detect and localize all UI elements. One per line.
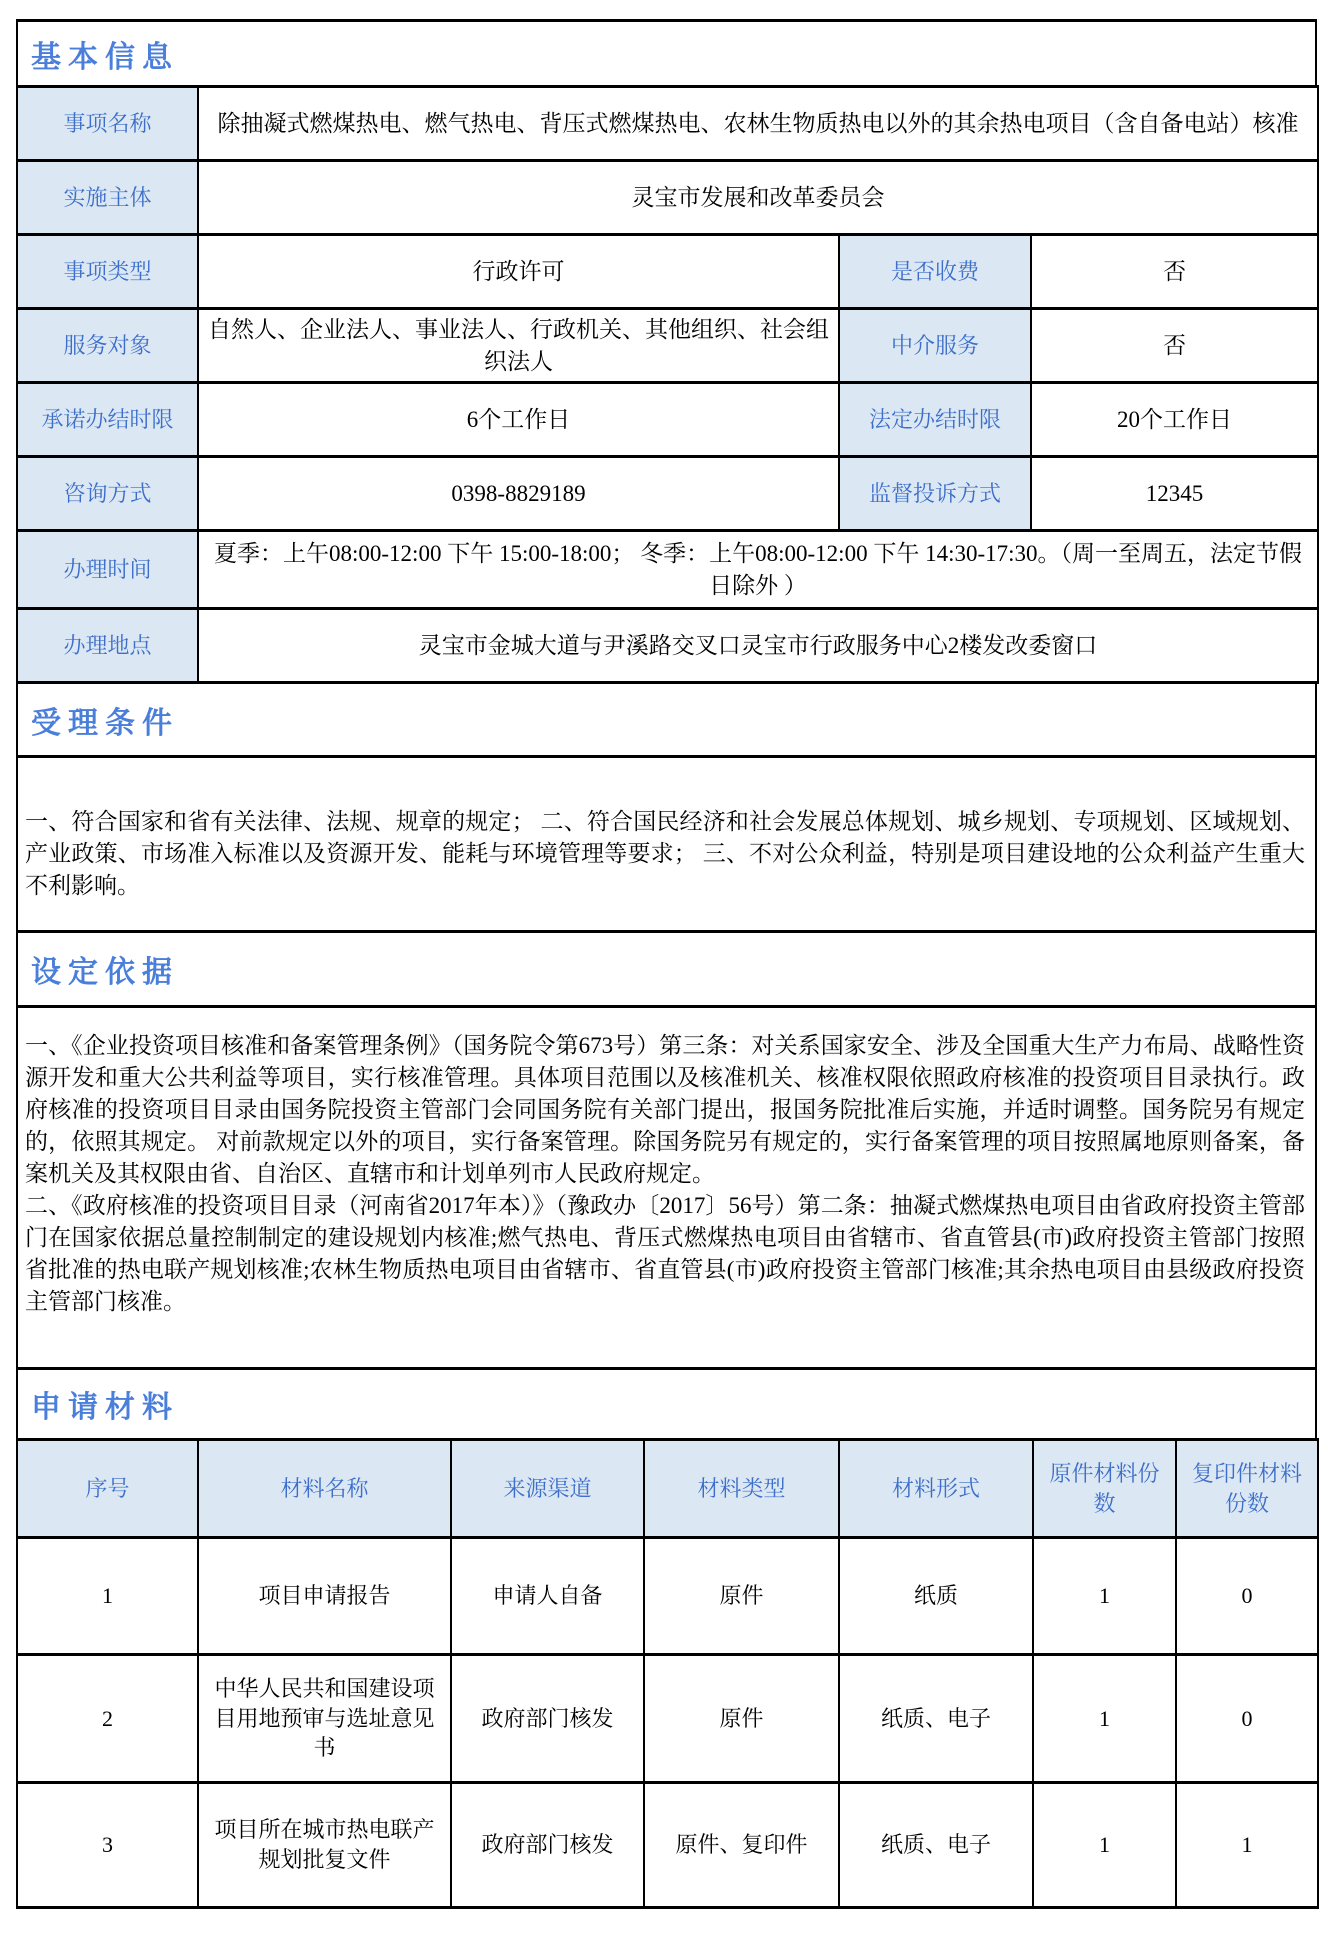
materials-table <box>16 1438 1319 1909</box>
material-type: 原件、复印件 <box>644 1783 839 1908</box>
material-original-count: 1 <box>1033 1655 1176 1783</box>
material-type: 原件 <box>644 1538 839 1655</box>
consult-method-label: 咨询方式 <box>17 457 198 531</box>
material-original-count: 1 <box>1033 1538 1176 1655</box>
row-contact <box>17 457 1318 531</box>
material-form: 纸质 <box>839 1538 1033 1655</box>
basic-info-table <box>16 85 1319 684</box>
materials-header-copy-count: 复印件材料份数 <box>1176 1440 1318 1538</box>
acceptance-paragraph: 一、符合国家和省有关法律、法规、规章的规定； 二、符合国民经济和社会发展总体规划、城乡规划、专项规划、区域规划、产业政策、市场准入标准以及资源开发、能耗与环境管理等要求； 三、不对公众利益，特别是项目建设地的公众利益产生重大不利影响。 <box>25 809 1305 898</box>
item-type-value: 行政许可 <box>198 235 839 309</box>
row-item-type <box>17 235 1318 309</box>
complaint-method-label: 监督投诉方式 <box>839 457 1031 531</box>
material-name: 中华人民共和国建设项目用地预审与选址意见书 <box>198 1655 451 1783</box>
promised-deadline-value: 6个工作日 <box>198 383 839 457</box>
material-name: 项目所在城市热电联产规划批复文件 <box>198 1783 451 1908</box>
materials-header-original-count: 原件材料份数 <box>1033 1440 1176 1538</box>
service-item-document <box>16 19 1317 1909</box>
materials-header-type: 材料类型 <box>644 1440 839 1538</box>
item-type-label: 事项类型 <box>17 235 198 309</box>
section-title-materials: 申请材料 <box>16 1367 1317 1441</box>
material-row-2 <box>17 1655 1318 1783</box>
section-title-acceptance: 受理条件 <box>16 681 1317 758</box>
complaint-method-value: 12345 <box>1031 457 1318 531</box>
service-target-label: 服务对象 <box>17 309 198 383</box>
materials-header-name: 材料名称 <box>198 1440 451 1538</box>
materials-header-source: 来源渠道 <box>451 1440 644 1538</box>
material-source: 政府部门核发 <box>451 1783 644 1908</box>
material-type: 原件 <box>644 1655 839 1783</box>
office-hours-value: 夏季：上午08:00-12:00 下午 15:00-18:00； 冬季：上午08:00-12:00 下午 14:30-17:30。（周一至周五，法定节假日除外 ） <box>198 531 1318 609</box>
material-copy-count: 0 <box>1176 1538 1318 1655</box>
charge-label: 是否收费 <box>839 235 1031 309</box>
material-copy-count: 1 <box>1176 1783 1318 1908</box>
intermediary-label: 中介服务 <box>839 309 1031 383</box>
item-name-value: 除抽凝式燃煤热电、燃气热电、背压式燃煤热电、农林生物质热电以外的其余热电项目（含自备电站）核准 <box>198 87 1318 161</box>
service-target-value: 自然人、企业法人、事业法人、行政机关、其他组织、社会组织法人 <box>198 309 839 383</box>
section-title-legal-basis: 设定依据 <box>16 930 1317 1008</box>
legal-deadline-value: 20个工作日 <box>1031 383 1318 457</box>
material-original-count: 1 <box>1033 1783 1176 1908</box>
item-name-label: 事项名称 <box>17 87 198 161</box>
implementer-label: 实施主体 <box>17 161 198 235</box>
row-deadlines <box>17 383 1318 457</box>
office-location-value: 灵宝市金城大道与尹溪路交叉口灵宝市行政服务中心2楼发改委窗口 <box>198 609 1318 683</box>
material-source: 申请人自备 <box>451 1538 644 1655</box>
acceptance-content <box>16 755 1317 933</box>
legal-basis-paragraph-2: 二、《政府核准的投资项目目录（河南省2017年本）》（豫政办〔2017〕56号）第二条：抽凝式燃煤热电项目由省政府投资主管部门在国家依据总量控制制定的建设规划内核准;燃气热电、背压式燃煤热电项目由省辖市、省直管县(市)政府投资主管部门按照省批准的热电联产规划核准;农林生物质热电项目由省辖市、省直管县(市)政府投资主管部门核准;其余热电项目由县级政府投资主管部门核准。 <box>25 1193 1305 1314</box>
material-row-3 <box>17 1783 1318 1908</box>
material-name: 项目申请报告 <box>198 1538 451 1655</box>
material-copy-count: 0 <box>1176 1655 1318 1783</box>
promised-deadline-label: 承诺办结时限 <box>17 383 198 457</box>
implementer-value: 灵宝市发展和改革委员会 <box>198 161 1318 235</box>
material-form: 纸质、电子 <box>839 1783 1033 1908</box>
material-seq: 2 <box>17 1655 198 1783</box>
section-title-basic-info: 基本信息 <box>16 19 1317 88</box>
materials-header-row <box>17 1440 1318 1538</box>
row-implementer <box>17 161 1318 235</box>
materials-header-seq: 序号 <box>17 1440 198 1538</box>
row-office-hours <box>17 531 1318 609</box>
row-service-target <box>17 309 1318 383</box>
intermediary-value: 否 <box>1031 309 1318 383</box>
legal-deadline-label: 法定办结时限 <box>839 383 1031 457</box>
material-form: 纸质、电子 <box>839 1655 1033 1783</box>
row-item-name <box>17 87 1318 161</box>
office-location-label: 办理地点 <box>17 609 198 683</box>
office-hours-label: 办理时间 <box>17 531 198 609</box>
consult-method-value: 0398-8829189 <box>198 457 839 531</box>
materials-header-form: 材料形式 <box>839 1440 1033 1538</box>
material-row-1 <box>17 1538 1318 1655</box>
material-seq: 1 <box>17 1538 198 1655</box>
legal-basis-paragraph-1: 一、《企业投资项目核准和备案管理条例》（国务院令第673号）第三条：对关系国家安全、涉及全国重大生产力布局、战略性资源开发和重大公共利益等项目，实行核准管理。具体项目范围以及核准机关、核准权限依照政府核准的投资项目目录执行。政府核准的投资项目目录由国务院投资主管部门会同国务院有关部门提出，报国务院批准后实施，并适时调整。国务院另有规定的，依照其规定。 对前款规定以外的项目，实行备案管理。除国务院另有规定的，实行备案管理的项目按照属地原则备案，备案机关及其权限由省、自治区、直辖市和计划单列市人民政府规定。 <box>25 1033 1305 1186</box>
row-office-location <box>17 609 1318 683</box>
charge-value: 否 <box>1031 235 1318 309</box>
legal-basis-content <box>16 1005 1317 1370</box>
material-source: 政府部门核发 <box>451 1655 644 1783</box>
material-seq: 3 <box>17 1783 198 1908</box>
